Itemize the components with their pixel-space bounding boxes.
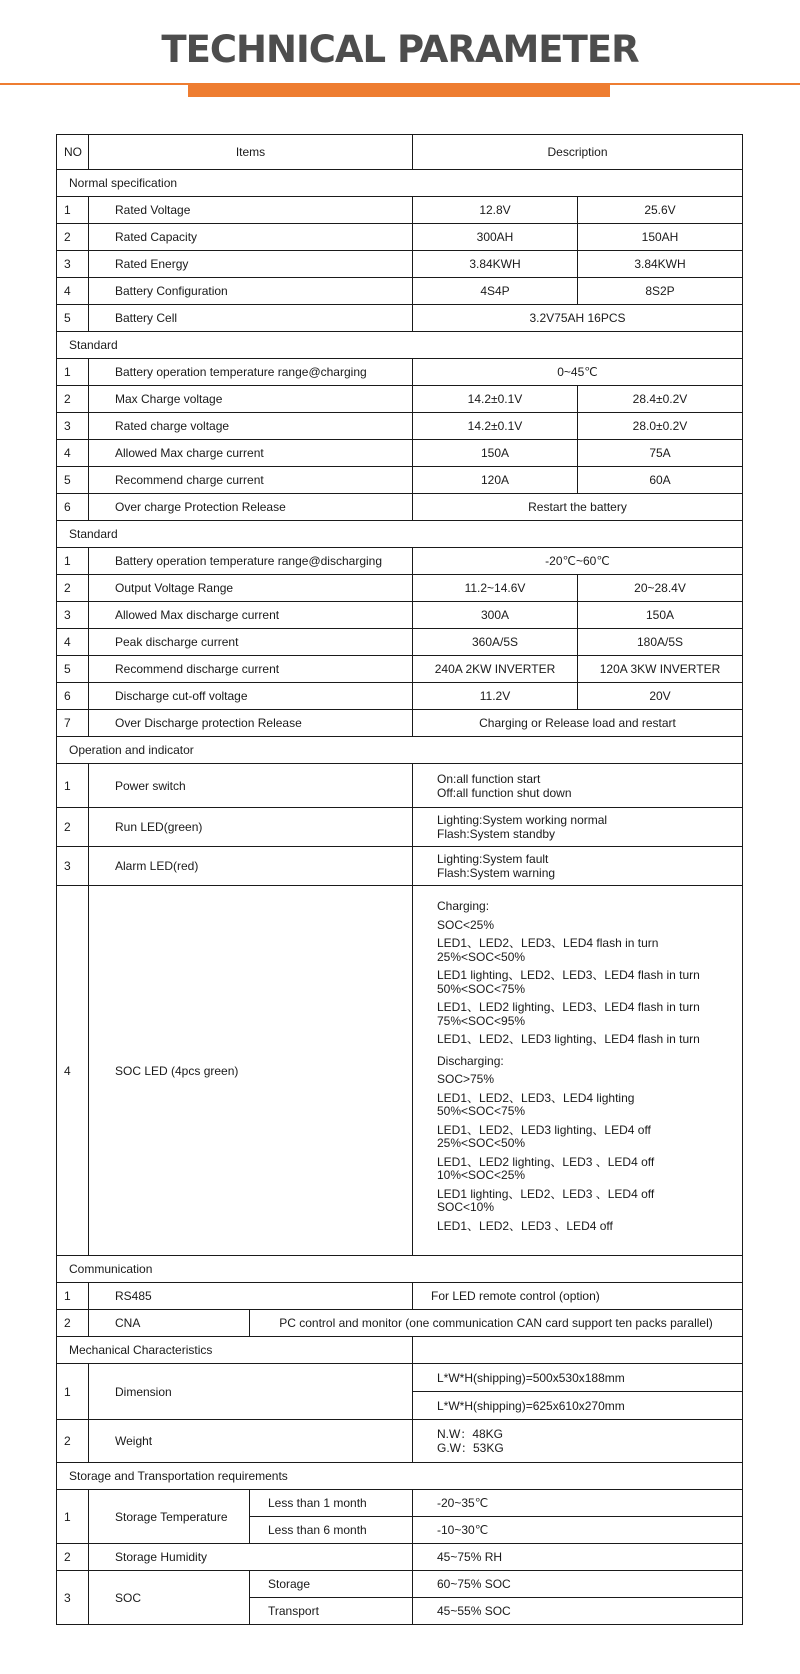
row-no: 2 <box>57 575 89 602</box>
description-line: On:all function start <box>437 771 541 786</box>
row-value-a: 14.2±0.1V <box>413 413 578 440</box>
row-subitem: Transport <box>250 1598 413 1625</box>
description-line: Flash:System warning <box>437 866 556 880</box>
row-no: 5 <box>57 656 89 683</box>
section-title: Operation and indicator <box>57 737 743 764</box>
table-row <box>57 278 743 305</box>
table-row <box>57 764 743 808</box>
table-row <box>57 602 743 629</box>
row-no: 1 <box>57 764 89 808</box>
row-value-b: 150A <box>578 602 743 629</box>
row-item: Battery operation temperature range@discharging <box>89 548 413 575</box>
table-row <box>57 808 743 847</box>
section-row <box>57 1463 743 1490</box>
header-description: Description <box>413 135 743 170</box>
row-description <box>413 1420 743 1463</box>
table-row <box>57 1364 743 1392</box>
row-item: Battery Configuration <box>89 278 413 305</box>
page-title: TECHNICAL PARAMETER <box>161 28 639 71</box>
soc-line: 50%<SOC<75% <box>437 981 526 996</box>
table-row <box>57 305 743 332</box>
row-no: 3 <box>57 251 89 278</box>
row-no: 7 <box>57 710 89 737</box>
section-title: Mechanical Characteristics <box>57 1337 413 1364</box>
description-line: Flash:System standby <box>437 827 556 841</box>
section-row <box>57 170 743 197</box>
row-value-b: 60A <box>578 467 743 494</box>
soc-line: LED1、LED2、LED3 、LED4 off <box>437 1218 613 1233</box>
table-row <box>57 1283 743 1310</box>
row-no: 6 <box>57 683 89 710</box>
row-description: 60~75% SOC <box>413 1571 743 1598</box>
row-item: Peak discharge current <box>89 629 413 656</box>
table-row <box>57 1420 743 1463</box>
table-row <box>57 575 743 602</box>
row-no: 4 <box>57 629 89 656</box>
row-description: 45~75% RH <box>413 1544 743 1571</box>
soc-line: SOC<25% <box>437 917 495 932</box>
section-row <box>57 1256 743 1283</box>
table-row <box>57 548 743 575</box>
row-no: 2 <box>57 1310 89 1337</box>
row-value-b: 3.84KWH <box>578 251 743 278</box>
table-row <box>57 251 743 278</box>
description-line: N.W：48KG <box>437 1427 504 1441</box>
row-no: 2 <box>57 1420 89 1463</box>
row-item: Output Voltage Range <box>89 575 413 602</box>
table-row <box>57 1544 743 1571</box>
section-row <box>57 1337 743 1364</box>
section-row <box>57 737 743 764</box>
table-row <box>57 359 743 386</box>
table-row <box>57 197 743 224</box>
row-value-a: 150A <box>413 440 578 467</box>
row-item: Rated charge voltage <box>89 413 413 440</box>
row-description: 3.2V75AH 16PCS <box>413 305 743 332</box>
table-header-row <box>57 135 743 170</box>
row-item: Allowed Max charge current <box>89 440 413 467</box>
table-row <box>57 1571 743 1598</box>
row-item: RS485 <box>89 1283 413 1310</box>
soc-charging-title: Charging: <box>437 899 490 913</box>
description-line: Lighting:System working normal <box>437 813 608 827</box>
row-item: Recommend charge current <box>89 467 413 494</box>
table-row <box>57 224 743 251</box>
row-item: Weight <box>89 1420 413 1463</box>
row-value-a: 11.2V <box>413 683 578 710</box>
row-value-b: 120A 3KW INVERTER <box>578 656 743 683</box>
row-description: L*W*H(shipping)=625x610x270mm <box>413 1392 743 1420</box>
row-value-b: 8S2P <box>578 278 743 305</box>
table-row <box>57 1490 743 1517</box>
soc-line: LED1、LED2、LED3、LED4 lighting <box>437 1090 635 1105</box>
row-description <box>413 847 743 886</box>
row-subitem: Less than 1 month <box>250 1490 413 1517</box>
row-item: Rated Voltage <box>89 197 413 224</box>
row-description: For LED remote control (option) <box>413 1283 743 1310</box>
row-value-b: 180A/5S <box>578 629 743 656</box>
row-item: Battery operation temperature range@charging <box>89 359 413 386</box>
row-description: 45~55% SOC <box>413 1598 743 1625</box>
header-items: Items <box>89 135 413 170</box>
row-value-a: 120A <box>413 467 578 494</box>
table-row <box>57 440 743 467</box>
row-no: 1 <box>57 1364 89 1420</box>
description-line: G.W：53KG <box>437 1441 504 1455</box>
row-no: 5 <box>57 305 89 332</box>
table-row <box>57 656 743 683</box>
soc-line: LED1 lighting、LED2、LED3、LED4 flash in turn <box>437 968 700 982</box>
empty-cell <box>413 1337 743 1364</box>
row-no: 3 <box>57 602 89 629</box>
row-item: Over charge Protection Release <box>89 494 413 521</box>
soc-charging-block <box>437 900 742 1047</box>
row-value-b: 150AH <box>578 224 743 251</box>
table-row <box>57 683 743 710</box>
description-line: Lighting:System fault <box>437 852 549 866</box>
row-item: Recommend discharge current <box>89 656 413 683</box>
description-line: Off:all function shut down <box>437 785 572 800</box>
section-title: Normal specification <box>57 170 743 197</box>
row-item: Battery Cell <box>89 305 413 332</box>
row-item: Discharge cut-off voltage <box>89 683 413 710</box>
section-title: Standard <box>57 521 743 548</box>
header-accent-bar <box>188 85 610 97</box>
row-item: Max Charge voltage <box>89 386 413 413</box>
row-value-b: 20V <box>578 683 743 710</box>
row-description: 0~45℃ <box>413 359 743 386</box>
row-value-a: 12.8V <box>413 197 578 224</box>
row-value-a: 300A <box>413 602 578 629</box>
row-item: CNA <box>89 1310 250 1337</box>
soc-line: 25%<SOC<50% <box>437 1136 526 1150</box>
soc-led-description <box>413 886 743 1256</box>
table-row <box>57 467 743 494</box>
row-item: SOC LED (4pcs green) <box>89 886 413 1256</box>
row-value-a: 3.84KWH <box>413 251 578 278</box>
row-no: 3 <box>57 847 89 886</box>
technical-parameter-table <box>56 134 743 1625</box>
header-no: NO <box>57 135 89 170</box>
row-no: 4 <box>57 440 89 467</box>
row-subitem: Storage <box>250 1571 413 1598</box>
row-description: L*W*H(shipping)=500x530x188mm <box>413 1364 743 1392</box>
soc-line: LED1 lighting、LED2、LED3 、LED4 off <box>437 1186 655 1201</box>
soc-discharging-title: Discharging: <box>437 1053 504 1068</box>
soc-line: 10%<SOC<25% <box>437 1168 526 1182</box>
row-description <box>413 808 743 847</box>
table-row <box>57 413 743 440</box>
row-value-a: 4S4P <box>413 278 578 305</box>
row-subitem: Less than 6 month <box>250 1517 413 1544</box>
row-no: 1 <box>57 1283 89 1310</box>
row-item: Storage Temperature <box>89 1490 250 1544</box>
soc-line: LED1、LED2、LED3 lighting、LED4 off <box>437 1122 651 1137</box>
row-value-b: 20~28.4V <box>578 575 743 602</box>
row-description: Charging or Release load and restart <box>413 710 743 737</box>
table-row <box>57 847 743 886</box>
row-description: -20℃~60℃ <box>413 548 743 575</box>
row-value-a: 360A/5S <box>413 629 578 656</box>
row-item: SOC <box>89 1571 250 1625</box>
table-row <box>57 494 743 521</box>
section-title: Storage and Transportation requirements <box>57 1463 743 1490</box>
soc-line: 75%<SOC<95% <box>437 1013 526 1028</box>
soc-line: SOC<10% <box>437 1200 495 1214</box>
soc-line: LED1、LED2、LED3、LED4 flash in turn <box>437 936 659 950</box>
soc-line: 50%<SOC<75% <box>437 1104 526 1118</box>
row-no: 1 <box>57 548 89 575</box>
row-description: PC control and monitor (one communication CAN card support ten packs parallel) <box>250 1310 743 1337</box>
row-no: 1 <box>57 197 89 224</box>
row-no: 1 <box>57 359 89 386</box>
row-no: 2 <box>57 224 89 251</box>
row-item: Alarm LED(red) <box>89 847 413 886</box>
soc-line: SOC>75% <box>437 1072 495 1086</box>
section-row <box>57 521 743 548</box>
row-item: Rated Energy <box>89 251 413 278</box>
row-description: Restart the battery <box>413 494 743 521</box>
row-no: 1 <box>57 1490 89 1544</box>
section-row <box>57 332 743 359</box>
soc-line: LED1、LED2 lighting、LED3 、LED4 off <box>437 1154 655 1169</box>
table-row <box>57 710 743 737</box>
row-description: -10~30℃ <box>413 1517 743 1544</box>
table-row <box>57 1310 743 1337</box>
row-value-a: 300AH <box>413 224 578 251</box>
soc-line: LED1、LED2、LED3 lighting、LED4 flash in turn <box>437 1032 700 1046</box>
row-item: Run LED(green) <box>89 808 413 847</box>
row-item: Allowed Max discharge current <box>89 602 413 629</box>
row-value-a: 14.2±0.1V <box>413 386 578 413</box>
row-no: 3 <box>57 413 89 440</box>
row-value-a: 240A 2KW INVERTER <box>413 656 578 683</box>
row-description: -20~35℃ <box>413 1490 743 1517</box>
table-row <box>57 886 743 1256</box>
row-no: 4 <box>57 278 89 305</box>
row-item: Over Discharge protection Release <box>89 710 413 737</box>
row-no: 6 <box>57 494 89 521</box>
row-value-b: 75A <box>578 440 743 467</box>
section-title: Communication <box>57 1256 743 1283</box>
soc-discharging-block <box>437 1055 742 1234</box>
soc-line: 25%<SOC<50% <box>437 949 526 964</box>
row-no: 2 <box>57 808 89 847</box>
row-value-a: 11.2~14.6V <box>413 575 578 602</box>
row-no: 2 <box>57 1544 89 1571</box>
table-row <box>57 629 743 656</box>
row-description <box>413 764 743 808</box>
row-item: Power switch <box>89 764 413 808</box>
row-item: Dimension <box>89 1364 413 1420</box>
row-no: 3 <box>57 1571 89 1625</box>
soc-line: LED1、LED2 lighting、LED3、LED4 flash in turn <box>437 1000 700 1014</box>
section-title: Standard <box>57 332 743 359</box>
row-no: 5 <box>57 467 89 494</box>
row-value-b: 25.6V <box>578 197 743 224</box>
table-row <box>57 386 743 413</box>
row-value-b: 28.0±0.2V <box>578 413 743 440</box>
row-value-b: 28.4±0.2V <box>578 386 743 413</box>
row-no: 4 <box>57 886 89 1256</box>
row-item: Storage Humidity <box>89 1544 413 1571</box>
row-no: 2 <box>57 386 89 413</box>
row-item: Rated Capacity <box>89 224 413 251</box>
